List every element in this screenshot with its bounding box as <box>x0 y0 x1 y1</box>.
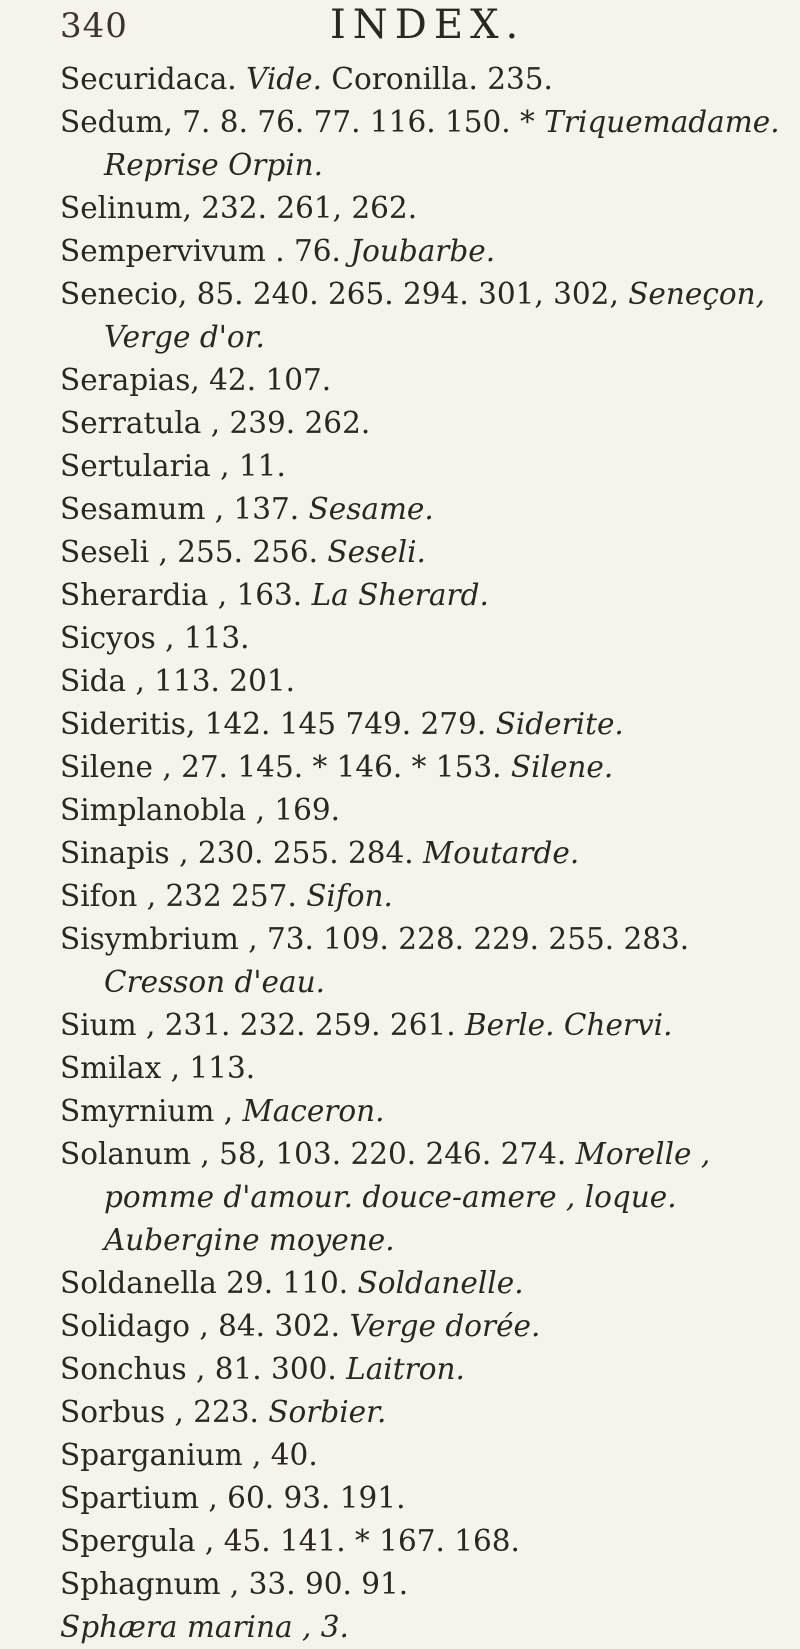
index-entry: Smyrnium , Maceron. <box>60 1094 385 1128</box>
index-entry: Sorbus , 223. Sorbier. <box>60 1395 387 1429</box>
index-entry: Sedum, 7. 8. 76. 77. 116. 150. * Triquemadame. Reprise Orpin. <box>60 105 780 182</box>
index-entry: Sium , 231. 232. 259. 261. Berle. Chervi. <box>60 1008 673 1042</box>
index-entry: Soldanella 29. 110. Soldanelle. <box>60 1266 524 1300</box>
index-entry: Sparganium , 40. <box>60 1438 318 1472</box>
index-entry: Sinapis , 230. 255. 284. Moutarde. <box>60 836 580 870</box>
index-entry: Sideritis, 142. 145 749. 279. Siderite. <box>60 707 624 741</box>
index-entry: Silene , 27. 145. * 146. * 153. Silene. <box>60 750 614 784</box>
index-entry: Spartium , 60. 93. 191. <box>60 1481 406 1515</box>
index-entry: Senecio, 85. 240. 265. 294. 301, 302, Seneçon, Verge d'or. <box>60 277 765 354</box>
index-entry: Sonchus , 81. 300. Laitron. <box>60 1352 465 1386</box>
index-entry: Seseli , 255. 256. Seseli. <box>60 535 426 569</box>
index-entry: Serapias, 42. 107. <box>60 363 332 397</box>
index-entry: Sertularia , 11. <box>60 449 286 483</box>
index-entry: Sicyos , 113. <box>60 621 250 655</box>
index-entry: Solanum , 58, 103. 220. 246. 274. Morelle , pomme d'amour. douce-amere , loque. Aubergine moyene. <box>60 1137 711 1257</box>
index-entry: Solidago , 84. 302. Verge dorée. <box>60 1309 541 1343</box>
index-entry: Spergula , 45. 141. * 167. 168. <box>60 1524 520 1558</box>
index-entry: Securidaca. Vide. Coronilla. 235. <box>60 62 553 96</box>
index-entry: Serratula , 239. 262. <box>60 406 371 440</box>
index-entry: Sphagnum , 33. 90. 91. <box>60 1567 409 1601</box>
page-header <box>60 0 780 58</box>
index-entry: Simplanobla , 169. <box>60 793 341 827</box>
running-title: INDEX. <box>330 2 526 48</box>
index-entry: Sherardia , 163. La Sherard. <box>60 578 489 612</box>
index-entry: Sesamum , 137. Sesame. <box>60 492 434 526</box>
index-entry: Sifon , 232 257. Sifon. <box>60 879 393 913</box>
index-entry: Sempervivum . 76. Joubarbe. <box>60 234 496 268</box>
index-entry: Sida , 113. 201. <box>60 664 295 698</box>
index-entries <box>60 58 780 1649</box>
page-number: 340 <box>60 6 128 46</box>
index-entry: Smilax , 113. <box>60 1051 256 1085</box>
index-entry: Sphæra marina , 3. <box>60 1610 349 1644</box>
index-entry: Selinum, 232. 261, 262. <box>60 191 418 225</box>
index-entry: Sisymbrium , 73. 109. 228. 229. 255. 283. Cresson d'eau. <box>60 922 690 999</box>
